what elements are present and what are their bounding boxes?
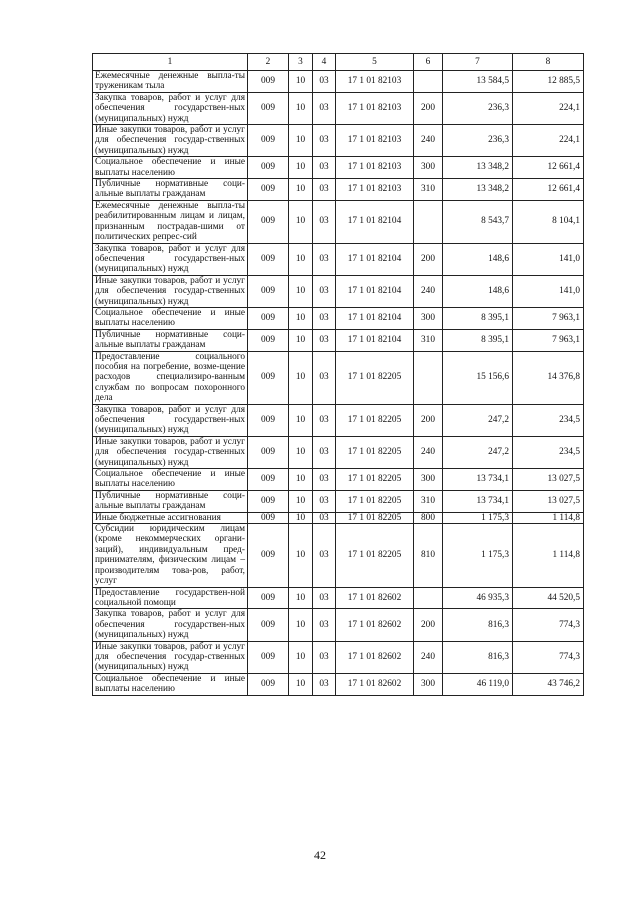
- cell-target-code: 17 1 01 82602: [336, 641, 414, 673]
- cell-admin-code: 009: [248, 524, 289, 587]
- cell-subsection: 03: [313, 125, 336, 157]
- cell-name: Иные закупки товаров, работ и услуг для обеспечения государ-ственных (муниципальных) нужд: [93, 125, 248, 157]
- cell-amount-2: 13 027,5: [513, 490, 584, 512]
- cell-target-code: 17 1 01 82104: [336, 200, 414, 243]
- cell-name: Иные закупки товаров, работ и услуг для обеспечения государ-ственных (муниципальных) нужд: [93, 436, 248, 468]
- cell-amount-1: 13 734,1: [443, 490, 513, 512]
- cell-section: 10: [289, 404, 313, 436]
- cell-expense-type: 810: [414, 524, 443, 587]
- table-row: [93, 673, 584, 695]
- page-number: 42: [314, 848, 326, 862]
- cell-subsection: 03: [313, 275, 336, 307]
- cell-amount-1: 1 175,3: [443, 512, 513, 523]
- table-row: [93, 351, 584, 404]
- cell-amount-1: 13 734,1: [443, 469, 513, 491]
- cell-admin-code: 009: [248, 512, 289, 523]
- cell-expense-type: [414, 351, 443, 404]
- table-row: [93, 200, 584, 243]
- table-row: [93, 490, 584, 512]
- cell-target-code: 17 1 01 82205: [336, 490, 414, 512]
- cell-expense-type: 310: [414, 179, 443, 201]
- cell-amount-2: 44 520,5: [513, 587, 584, 609]
- cell-target-code: 17 1 01 82103: [336, 71, 414, 93]
- cell-name: Закупка товаров, работ и услуг для обеспечения государствен-ных (муниципальных) нужд: [93, 243, 248, 275]
- cell-amount-1: 816,3: [443, 641, 513, 673]
- cell-subsection: 03: [313, 157, 336, 179]
- cell-amount-1: 13 584,5: [443, 71, 513, 93]
- cell-amount-2: 774,3: [513, 609, 584, 641]
- cell-expense-type: [414, 71, 443, 93]
- cell-section: 10: [289, 329, 313, 351]
- cell-section: 10: [289, 469, 313, 491]
- cell-subsection: 03: [313, 92, 336, 124]
- cell-section: 10: [289, 436, 313, 468]
- cell-section: 10: [289, 641, 313, 673]
- cell-amount-1: 46 935,3: [443, 587, 513, 609]
- cell-admin-code: 009: [248, 71, 289, 93]
- cell-section: 10: [289, 490, 313, 512]
- cell-amount-1: 15 156,6: [443, 351, 513, 404]
- column-header: 6: [414, 54, 443, 71]
- cell-section: 10: [289, 609, 313, 641]
- cell-target-code: 17 1 01 82602: [336, 673, 414, 695]
- cell-section: 10: [289, 125, 313, 157]
- column-header: 2: [248, 54, 289, 71]
- cell-admin-code: 009: [248, 125, 289, 157]
- table-row: [93, 524, 584, 587]
- cell-admin-code: 009: [248, 92, 289, 124]
- cell-section: 10: [289, 587, 313, 609]
- cell-section: 10: [289, 92, 313, 124]
- cell-target-code: 17 1 01 82205: [336, 404, 414, 436]
- cell-amount-2: 7 963,1: [513, 307, 584, 329]
- cell-amount-1: 46 119,0: [443, 673, 513, 695]
- cell-amount-2: 234,5: [513, 436, 584, 468]
- cell-amount-1: 148,6: [443, 243, 513, 275]
- cell-admin-code: 009: [248, 200, 289, 243]
- cell-target-code: 17 1 01 82104: [336, 329, 414, 351]
- table-row: [93, 243, 584, 275]
- cell-subsection: 03: [313, 329, 336, 351]
- cell-subsection: 03: [313, 490, 336, 512]
- cell-amount-1: 148,6: [443, 275, 513, 307]
- cell-subsection: 03: [313, 200, 336, 243]
- cell-target-code: 17 1 01 82103: [336, 92, 414, 124]
- cell-admin-code: 009: [248, 436, 289, 468]
- cell-target-code: 17 1 01 82104: [336, 307, 414, 329]
- cell-expense-type: 310: [414, 329, 443, 351]
- cell-amount-1: 8 395,1: [443, 307, 513, 329]
- cell-target-code: 17 1 01 82602: [336, 609, 414, 641]
- cell-name: Закупка товаров, работ и услуг для обеспечения государствен-ных (муниципальных) нужд: [93, 404, 248, 436]
- cell-target-code: 17 1 01 82103: [336, 179, 414, 201]
- cell-admin-code: 009: [248, 641, 289, 673]
- cell-amount-1: 247,2: [443, 404, 513, 436]
- cell-name: Иные закупки товаров, работ и услуг для обеспечения государ-ственных (муниципальных) нужд: [93, 641, 248, 673]
- cell-expense-type: 200: [414, 404, 443, 436]
- cell-amount-1: 247,2: [443, 436, 513, 468]
- cell-expense-type: 240: [414, 641, 443, 673]
- column-header: 1: [93, 54, 248, 71]
- cell-name: Социальное обеспечение и иные выплаты населению: [93, 469, 248, 491]
- column-header: 7: [443, 54, 513, 71]
- cell-amount-1: 8 543,7: [443, 200, 513, 243]
- cell-admin-code: 009: [248, 179, 289, 201]
- cell-amount-1: 816,3: [443, 609, 513, 641]
- cell-amount-2: 141,0: [513, 275, 584, 307]
- cell-expense-type: [414, 200, 443, 243]
- cell-amount-2: 13 027,5: [513, 469, 584, 491]
- cell-admin-code: 009: [248, 490, 289, 512]
- cell-amount-2: 224,1: [513, 125, 584, 157]
- cell-section: 10: [289, 243, 313, 275]
- cell-expense-type: 200: [414, 92, 443, 124]
- cell-amount-1: 8 395,1: [443, 329, 513, 351]
- cell-amount-2: 234,5: [513, 404, 584, 436]
- cell-name: Иные закупки товаров, работ и услуг для обеспечения государ-ственных (муниципальных) нужд: [93, 275, 248, 307]
- cell-section: 10: [289, 524, 313, 587]
- table-row: [93, 179, 584, 201]
- cell-subsection: 03: [313, 524, 336, 587]
- cell-subsection: 03: [313, 351, 336, 404]
- cell-admin-code: 009: [248, 609, 289, 641]
- cell-target-code: 17 1 01 82602: [336, 587, 414, 609]
- cell-admin-code: 009: [248, 404, 289, 436]
- cell-expense-type: 300: [414, 469, 443, 491]
- cell-amount-1: 13 348,2: [443, 179, 513, 201]
- cell-target-code: 17 1 01 82103: [336, 157, 414, 179]
- cell-subsection: 03: [313, 307, 336, 329]
- cell-target-code: 17 1 01 82205: [336, 512, 414, 523]
- cell-name: Социальное обеспечение и иные выплаты населению: [93, 673, 248, 695]
- cell-subsection: 03: [313, 587, 336, 609]
- cell-expense-type: 200: [414, 243, 443, 275]
- column-header: 3: [289, 54, 313, 71]
- cell-expense-type: 240: [414, 436, 443, 468]
- header-row: [93, 54, 584, 71]
- table-row: [93, 157, 584, 179]
- cell-section: 10: [289, 71, 313, 93]
- table-row: [93, 92, 584, 124]
- column-header: 4: [313, 54, 336, 71]
- cell-section: 10: [289, 157, 313, 179]
- cell-target-code: 17 1 01 82103: [336, 125, 414, 157]
- cell-name: Предоставление социального пособия на погребение, возме-щение расходов специализиро-ванным службам по вопросам похоронного дела: [93, 351, 248, 404]
- cell-name: Ежемесячные денежные выпла-ты реабилитированным лицам и лицам, признанным пострадав-шими от политических репрес-сий: [93, 200, 248, 243]
- cell-amount-1: 236,3: [443, 92, 513, 124]
- cell-amount-1: 13 348,2: [443, 157, 513, 179]
- cell-section: 10: [289, 512, 313, 523]
- cell-expense-type: 310: [414, 490, 443, 512]
- table-row: [93, 404, 584, 436]
- cell-subsection: 03: [313, 673, 336, 695]
- cell-amount-2: 774,3: [513, 641, 584, 673]
- table-row: [93, 641, 584, 673]
- table-row: [93, 587, 584, 609]
- table-row: [93, 71, 584, 93]
- cell-amount-2: 12 885,5: [513, 71, 584, 93]
- cell-target-code: 17 1 01 82104: [336, 243, 414, 275]
- cell-amount-2: 12 661,4: [513, 157, 584, 179]
- cell-name: Социальное обеспечение и иные выплаты населению: [93, 307, 248, 329]
- cell-name: Предоставление государствен-ной социальной помощи: [93, 587, 248, 609]
- cell-section: 10: [289, 351, 313, 404]
- cell-amount-2: 43 746,2: [513, 673, 584, 695]
- cell-target-code: 17 1 01 82205: [336, 469, 414, 491]
- cell-subsection: 03: [313, 641, 336, 673]
- cell-name: Закупка товаров, работ и услуг для обеспечения государствен-ных (муниципальных) нужд: [93, 92, 248, 124]
- cell-name: Публичные нормативные соци-альные выплаты гражданам: [93, 490, 248, 512]
- cell-amount-1: 1 175,3: [443, 524, 513, 587]
- cell-amount-1: 236,3: [443, 125, 513, 157]
- cell-subsection: 03: [313, 71, 336, 93]
- cell-expense-type: 300: [414, 307, 443, 329]
- table-row: [93, 125, 584, 157]
- table-row: [93, 469, 584, 491]
- cell-target-code: 17 1 01 82104: [336, 275, 414, 307]
- cell-admin-code: 009: [248, 587, 289, 609]
- cell-expense-type: [414, 587, 443, 609]
- cell-amount-2: 8 104,1: [513, 200, 584, 243]
- cell-section: 10: [289, 673, 313, 695]
- budget-table: [92, 53, 584, 696]
- cell-admin-code: 009: [248, 329, 289, 351]
- cell-amount-2: 224,1: [513, 92, 584, 124]
- cell-amount-2: 7 963,1: [513, 329, 584, 351]
- cell-section: 10: [289, 275, 313, 307]
- cell-subsection: 03: [313, 512, 336, 523]
- cell-name: Социальное обеспечение и иные выплаты населению: [93, 157, 248, 179]
- cell-amount-2: 14 376,8: [513, 351, 584, 404]
- column-header: 8: [513, 54, 584, 71]
- cell-subsection: 03: [313, 179, 336, 201]
- cell-subsection: 03: [313, 243, 336, 275]
- cell-target-code: 17 1 01 82205: [336, 436, 414, 468]
- cell-admin-code: 009: [248, 243, 289, 275]
- cell-name: Публичные нормативные соци-альные выплаты гражданам: [93, 179, 248, 201]
- cell-amount-2: 1 114,8: [513, 524, 584, 587]
- cell-amount-2: 12 661,4: [513, 179, 584, 201]
- cell-name: Ежемесячные денежные выпла-ты труженикам тыла: [93, 71, 248, 93]
- cell-expense-type: 800: [414, 512, 443, 523]
- cell-name: Субсидии юридическим лицам (кроме некоммерческих органи-заций), индивидуальным пред-принимателям, физическим лицам – производителям това-ров, работ, услуг: [93, 524, 248, 587]
- table-row: [93, 436, 584, 468]
- table-row: [93, 307, 584, 329]
- table-row: [93, 609, 584, 641]
- cell-name: Закупка товаров, работ и услуг для обеспечения государствен-ных (муниципальных) нужд: [93, 609, 248, 641]
- cell-expense-type: 300: [414, 673, 443, 695]
- table-row: [93, 329, 584, 351]
- cell-amount-2: 141,0: [513, 243, 584, 275]
- cell-admin-code: 009: [248, 275, 289, 307]
- cell-subsection: 03: [313, 404, 336, 436]
- cell-expense-type: 240: [414, 125, 443, 157]
- cell-admin-code: 009: [248, 307, 289, 329]
- cell-subsection: 03: [313, 469, 336, 491]
- cell-expense-type: 240: [414, 275, 443, 307]
- table-body: [93, 71, 584, 696]
- cell-name: Публичные нормативные соци-альные выплаты гражданам: [93, 329, 248, 351]
- column-header: 5: [336, 54, 414, 71]
- table-row: [93, 512, 584, 523]
- cell-expense-type: 200: [414, 609, 443, 641]
- cell-admin-code: 009: [248, 673, 289, 695]
- cell-expense-type: 300: [414, 157, 443, 179]
- cell-section: 10: [289, 179, 313, 201]
- cell-name: Иные бюджетные ассигнования: [93, 512, 248, 523]
- table-row: [93, 275, 584, 307]
- cell-admin-code: 009: [248, 351, 289, 404]
- cell-subsection: 03: [313, 609, 336, 641]
- cell-admin-code: 009: [248, 157, 289, 179]
- cell-target-code: 17 1 01 82205: [336, 524, 414, 587]
- cell-target-code: 17 1 01 82205: [336, 351, 414, 404]
- cell-subsection: 03: [313, 436, 336, 468]
- cell-section: 10: [289, 307, 313, 329]
- cell-section: 10: [289, 200, 313, 243]
- cell-admin-code: 009: [248, 469, 289, 491]
- cell-amount-2: 1 114,8: [513, 512, 584, 523]
